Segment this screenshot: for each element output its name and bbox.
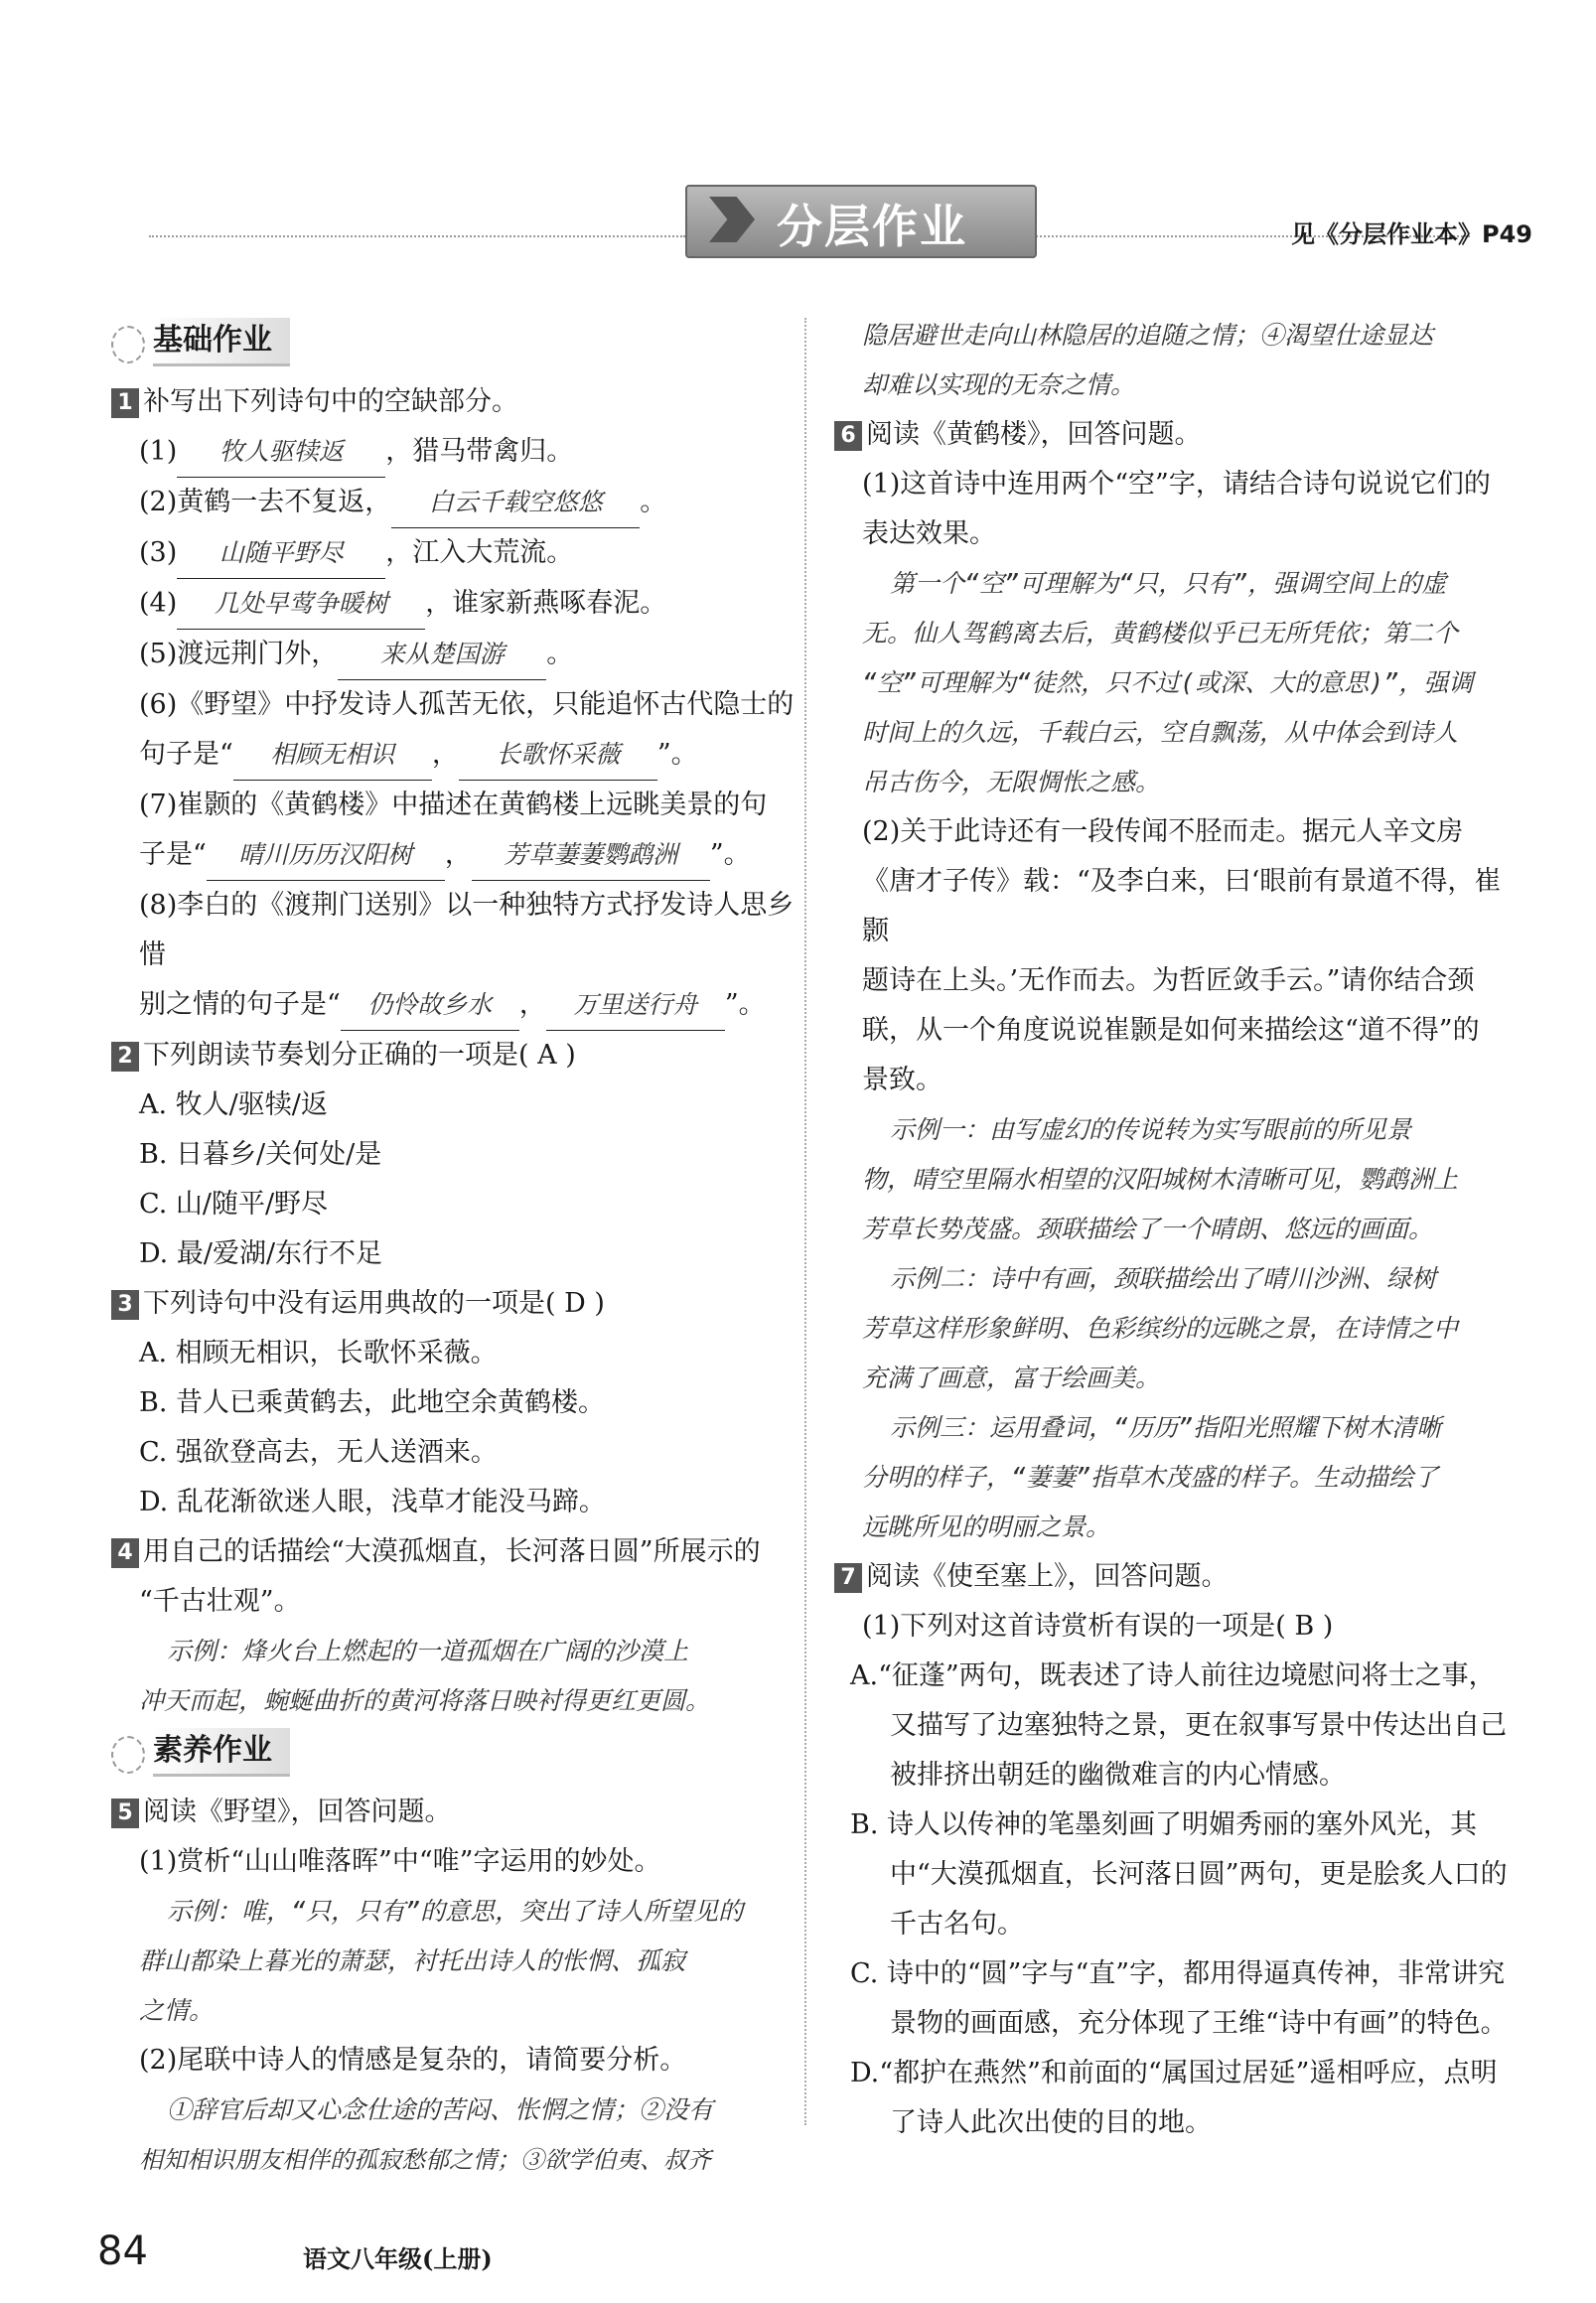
answer-blank: 芳草萋萋鹦鹉洲 (472, 830, 710, 881)
answer-blank: 仍怜故乡水 (341, 980, 519, 1031)
answer-text: 芳草长势茂盛。颈联描绘了一个晴朗、悠远的画面。 (862, 1215, 1434, 1243)
section-literacy (111, 1728, 797, 1784)
answer-text: 示例：烽火台上燃起的一道孤烟在广阔的沙漠上 (167, 1637, 689, 1665)
item-text: (6)《野望》中抒发诗人孤苦无依，只能追怀古代隐士的 (139, 689, 795, 720)
answer-blank: 万里送行舟 (546, 980, 725, 1031)
item-text: ， (518, 989, 546, 1020)
option-d: D. 乱花渐欲迷人眼，浅草才能没马蹄。 (139, 1487, 606, 1517)
answer-blank: 长歌怀采薇 (459, 730, 657, 781)
sub-question: 《唐才子传》载：“及李白来，曰‘眼前有景道不得，崔颢 (862, 866, 1502, 946)
item-text: ，猎马带禽归。 (385, 436, 574, 467)
item-text: ”。 (709, 839, 751, 870)
sub-question: 题诗在上头。’无作而去。为哲匠敛手云。”请你结合颈 (862, 965, 1475, 996)
answer-text: 冲天而起，蜿蜒曲折的黄河将落日映衬得更红更圆。 (139, 1686, 711, 1715)
question-number: 3 (111, 1290, 139, 1320)
sub-question: (2)尾联中诗人的情感是复杂的，请简要分析。 (139, 2045, 687, 2076)
answer-text: 时间上的久远，千载白云，空自飘荡，从中体会到诗人 (862, 718, 1459, 747)
item-text: 别之情的句子是“ (139, 989, 341, 1020)
header-banner (685, 185, 1037, 258)
answer-text: ①辞官后却又心念仕途的苦闷、怅惘之情；②没有 (167, 2095, 714, 2124)
answer-text: “空”可理解为“徒然，只不过(或深、大的意思)”，强调 (862, 668, 1474, 697)
option-b: B. 日暮乡/关何处/是 (139, 1139, 382, 1170)
column-divider (804, 318, 806, 2125)
answer-blank: 几处早莺争暖树 (177, 579, 425, 630)
option-a: A.“征蓬”两句，既表述了诗人前往边境慰问将士之事，又描写了边塞独特之景，更在叙事写景中传达出自己被排挤出朝廷的幽微难言的内心情感。 (850, 1660, 1507, 1791)
answer-blank: 山随平野尽 (177, 528, 385, 579)
item-text: (4) (139, 588, 178, 619)
option-a: A. 相顾无相识，长歌怀采薇。 (139, 1338, 498, 1368)
option-b: B. 诗人以传神的笔墨刻画了明媚秀丽的塞外风光，其中“大漠孤烟直，长河落日圆”两句，更是脍炙人口的千古名句。 (850, 1809, 1508, 1940)
section-title: 基础作业 (153, 318, 290, 366)
item-text: (1) (139, 436, 178, 467)
question-stem: “千古壮观”。 (139, 1586, 301, 1617)
answer-text: 芳草这样形象鲜明、色彩缤纷的远眺之景，在诗情之中 (862, 1314, 1459, 1343)
section-title: 素养作业 (153, 1728, 290, 1777)
answer-blank: 相顾无相识 (233, 730, 432, 781)
item-text: (8)李白的《渡荆门送别》以一种独特方式抒发诗人思乡惜 (139, 890, 795, 970)
item-text: (7)崔颢的《黄鹤楼》中描述在黄鹤楼上远眺美景的句 (139, 790, 768, 820)
sub-question: (1)下列对这首诗赏析有误的一项是( B ) (862, 1611, 1334, 1642)
answer-blank: 牧人驱犊返 (177, 427, 385, 478)
answer-text: 群山都染上暮光的萧瑟，衬托出诗人的怅惘、孤寂 (139, 1946, 686, 1975)
item-text: 。 (546, 639, 574, 669)
question-stem: 阅读《野望》，回答问题。 (143, 1797, 452, 1827)
banner-arrow-icon (709, 197, 755, 242)
item-text: ，谁家新燕啄春泥。 (425, 588, 667, 619)
item-text: ， (431, 739, 459, 770)
question-stem: 下列诗句中没有运用典故的一项是( D ) (143, 1288, 605, 1319)
item-text: ，江入大荒流。 (385, 537, 574, 568)
answer-text: 充满了画意，富于绘画美。 (862, 1364, 1161, 1392)
question-stem: 阅读《黄鹤楼》，回答问题。 (866, 419, 1202, 450)
option-a: A. 牧人/驱犊/返 (139, 1089, 328, 1120)
item-text: ”。 (656, 739, 698, 770)
answer-text: 第一个“空”可理解为“只，只有”，强调空间上的虚 (890, 569, 1447, 598)
sub-question: (1)这首诗中连用两个“空”字，请结合诗句说说它们的 (862, 469, 1491, 500)
question-stem: 阅读《使至塞上》，回答问题。 (866, 1561, 1229, 1592)
answer-text: 无。仙人驾鹤离去后，黄鹤楼似乎已无所凭依；第二个 (862, 619, 1459, 648)
answer-blank: 晴川历历汉阳树 (207, 830, 445, 881)
question-3 (111, 1279, 797, 1527)
answer-text: 相知相识朋友相伴的孤寂愁郁之情；③欲学伯夷、叔齐 (139, 2146, 711, 2174)
answer-text: 示例二：诗中有画，颈联描绘出了晴川沙洲、绿树 (890, 1264, 1437, 1293)
workbook-reference: 见《分层作业本》P49 (1291, 220, 1532, 248)
answer-text: 物，晴空里隔水相望的汉阳城树木清晰可见，鹦鹉洲上 (862, 1165, 1459, 1194)
question-number: 1 (111, 388, 139, 418)
item-text: 子是“ (139, 839, 207, 870)
sub-question: 表达效果。 (862, 518, 996, 549)
item-text: 。 (640, 487, 667, 517)
option-d: D. 最/爱湖/东行不足 (139, 1238, 383, 1269)
sub-question: 景致。 (862, 1065, 943, 1095)
option-d: D.“都护在燕然”和前面的“属国过居延”遥相呼应，点明了诗人此次出使的目的地。 (850, 2058, 1498, 2138)
option-b: B. 昔人已乘黄鹤去，此地空余黄鹤楼。 (139, 1387, 606, 1418)
question-stem: 补写出下列诗句中的空缺部分。 (143, 386, 518, 417)
header-rule-left (149, 235, 685, 237)
right-column (834, 311, 1520, 2148)
answer-text: 分明的样子，“萋萋”指草木茂盛的样子。生动描绘了 (862, 1463, 1439, 1492)
answer-text: 吊古伤今，无限惆怅之感。 (862, 768, 1161, 796)
option-c: C. 诗中的“圆”字与“直”字，都用得逼真传神，非常讲究景物的画面感，充分体现了王维“诗中有画”的特色。 (850, 1958, 1508, 2039)
item-text: (2)黄鹤一去不复返， (139, 487, 392, 517)
answer-text: 示例一：由写虚幻的传说转为实写眼前的所见景 (890, 1115, 1412, 1144)
question-number: 5 (111, 1799, 139, 1828)
page-number: 84 (97, 2229, 148, 2274)
left-column (111, 316, 797, 2185)
item-text: ”。 (724, 989, 766, 1020)
sub-question: (2)关于此诗还有一段传闻不胫而走。据元人辛文房 (862, 816, 1464, 847)
item-text: 句子是“ (139, 739, 233, 770)
question-number: 7 (834, 1563, 862, 1593)
answer-text: 却难以实现的无奈之情。 (862, 370, 1136, 399)
question-number: 6 (834, 421, 862, 451)
item-text: (5)渡远荆门外， (139, 639, 339, 669)
answer-blank: 来从楚国游 (338, 630, 546, 680)
banner-title: 分层作业 (777, 200, 967, 253)
question-6 (834, 410, 1520, 1552)
option-c: C. 山/随平/野尽 (139, 1189, 329, 1220)
question-number: 2 (111, 1042, 139, 1072)
book-title: 语文八年级(上册) (303, 2244, 493, 2273)
question-stem: 用自己的话描绘“大漠孤烟直，长河落日圆”所展示的 (143, 1536, 761, 1567)
question-5 (111, 1788, 797, 2185)
answer-blank: 白云千载空悠悠 (391, 478, 640, 528)
question-2 (111, 1031, 797, 1279)
sub-question: (1)赏析“山山唯落晖”中“唯”字运用的妙处。 (139, 1846, 661, 1877)
answer-text: 示例：唯，“只，只有”的意思，突出了诗人所望见的 (167, 1897, 744, 1926)
sub-question: 联，从一个角度说说崔颢是如何来描绘这“道不得”的 (862, 1015, 1480, 1046)
answer-text: 远眺所见的明丽之景。 (862, 1512, 1111, 1541)
answer-text: 示例三：运用叠词，“历历”指阳光照耀下树木清晰 (890, 1413, 1442, 1442)
question-1 (111, 377, 797, 1031)
question-stem: 下列朗读节奏划分正确的一项是( A ) (143, 1040, 576, 1071)
question-7 (834, 1552, 1520, 2148)
question-4 (111, 1527, 797, 1726)
item-text: ， (444, 839, 472, 870)
question-number: 4 (111, 1538, 139, 1568)
section-basic (111, 318, 797, 373)
answer-text: 隐居避世走向山林隐居的追随之情；④渴望仕途显达 (862, 321, 1434, 350)
option-c: C. 强欲登高去，无人送酒来。 (139, 1437, 498, 1468)
item-text: (3) (139, 537, 178, 568)
answer-text: 之情。 (139, 1996, 215, 2025)
section-marker-icon (111, 1736, 145, 1774)
section-marker-icon (111, 326, 145, 363)
